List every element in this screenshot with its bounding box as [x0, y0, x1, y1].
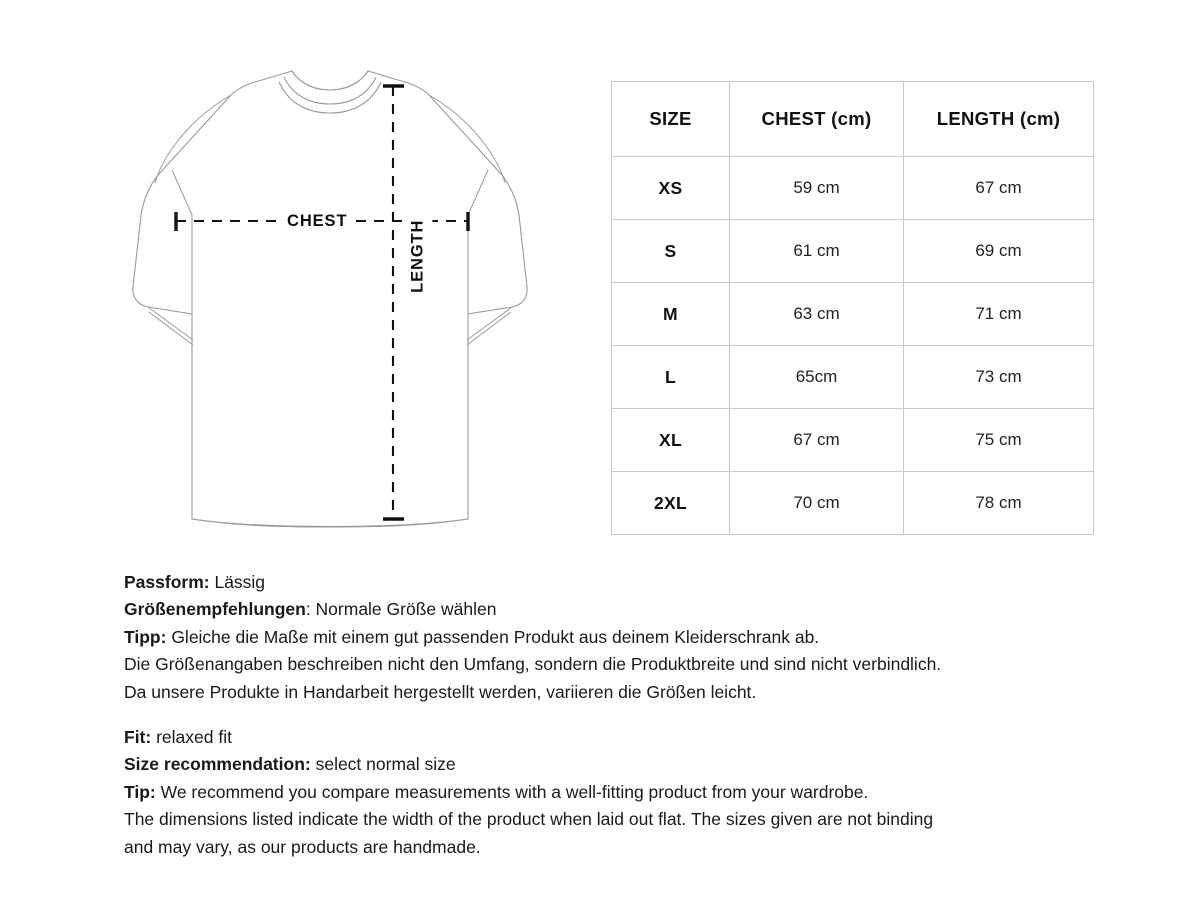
cell-chest: 65cm	[730, 346, 904, 409]
cell-length: 71 cm	[904, 283, 1094, 346]
cell-chest: 70 cm	[730, 472, 904, 535]
de-fit-value: Lässig	[209, 572, 266, 592]
german-size-notes	[124, 569, 1084, 706]
cell-length: 75 cm	[904, 409, 1094, 472]
cell-size: 2XL	[612, 472, 730, 535]
de-tip-label: Tipp:	[124, 626, 167, 647]
cell-length: 78 cm	[904, 472, 1094, 535]
t-shirt-outline-svg	[60, 55, 560, 545]
en-note-line-1: The dimensions listed indicate the width of the product when laid out flat. The sizes given are not binding	[124, 809, 934, 830]
de-fit-label: Passform:	[124, 572, 210, 592]
cell-chest: 67 cm	[730, 409, 904, 472]
column-header-size: SIZE	[612, 82, 730, 157]
en-fit-line	[124, 724, 1084, 751]
table-row	[612, 283, 1094, 346]
de-tip-value: Gleiche die Maße mit einem gut passenden Produkt aus deinem Kleiderschrank ab.	[166, 626, 820, 647]
cell-size: L	[612, 346, 730, 409]
en-tip-label: Tip:	[124, 781, 156, 802]
table-row	[612, 157, 1094, 220]
chest-measurement-label: CHEST	[281, 210, 353, 233]
en-note-line-2: and may vary, as our products are handmade.	[124, 836, 481, 857]
en-recommendation-label: Size recommendation:	[124, 754, 311, 775]
table-row	[612, 346, 1094, 409]
table-header-row	[612, 82, 1094, 157]
t-shirt-diagram	[60, 55, 560, 545]
cell-chest: 61 cm	[730, 220, 904, 283]
size-chart-table-container	[611, 81, 1093, 535]
table-row	[612, 220, 1094, 283]
cell-size: XS	[612, 157, 730, 220]
length-measurement-label: LENGTH	[403, 217, 432, 296]
de-fit-line	[124, 569, 1084, 596]
en-tip-line	[124, 779, 1084, 806]
de-note-line-1: Die Größenangaben beschreiben nicht den Umfang, sondern die Produktbreite und sind nicht verbindlich.	[124, 654, 942, 675]
cell-size: M	[612, 283, 730, 346]
cell-size: XL	[612, 409, 730, 472]
de-recommendation-line	[124, 596, 1084, 623]
en-recommendation-value: select normal size	[310, 754, 456, 775]
cell-length: 69 cm	[904, 220, 1094, 283]
de-tip-line	[124, 624, 1084, 651]
cell-chest: 59 cm	[730, 157, 904, 220]
table-row	[612, 472, 1094, 535]
length-measure-line	[383, 86, 404, 519]
de-recommendation-value: : Normale Größe wählen	[305, 599, 497, 620]
bottom-hem	[192, 519, 468, 527]
en-recommendation-line	[124, 751, 1084, 778]
de-note-line-2: Da unsere Produkte in Handarbeit hergestellt werden, variieren die Größen leicht.	[124, 681, 757, 702]
size-chart-table	[611, 81, 1094, 535]
cell-chest: 63 cm	[730, 283, 904, 346]
de-recommendation-label: Größenempfehlungen	[124, 599, 306, 620]
en-fit-value: relaxed fit	[151, 727, 232, 747]
english-size-notes	[124, 724, 1084, 861]
table-row	[612, 409, 1094, 472]
en-fit-label: Fit:	[124, 727, 152, 747]
cell-length: 67 cm	[904, 157, 1094, 220]
armhole-seams	[172, 170, 488, 314]
en-tip-value: We recommend you compare measurements with a well-fitting product from your wardrobe.	[155, 781, 869, 802]
cell-size: S	[612, 220, 730, 283]
cell-length: 73 cm	[904, 346, 1094, 409]
collar-outline	[279, 71, 381, 113]
shoulder-seams	[155, 95, 505, 183]
column-header-length: LENGTH (cm)	[904, 82, 1094, 157]
column-header-chest: CHEST (cm)	[730, 82, 904, 157]
sleeve-hems	[148, 307, 512, 345]
